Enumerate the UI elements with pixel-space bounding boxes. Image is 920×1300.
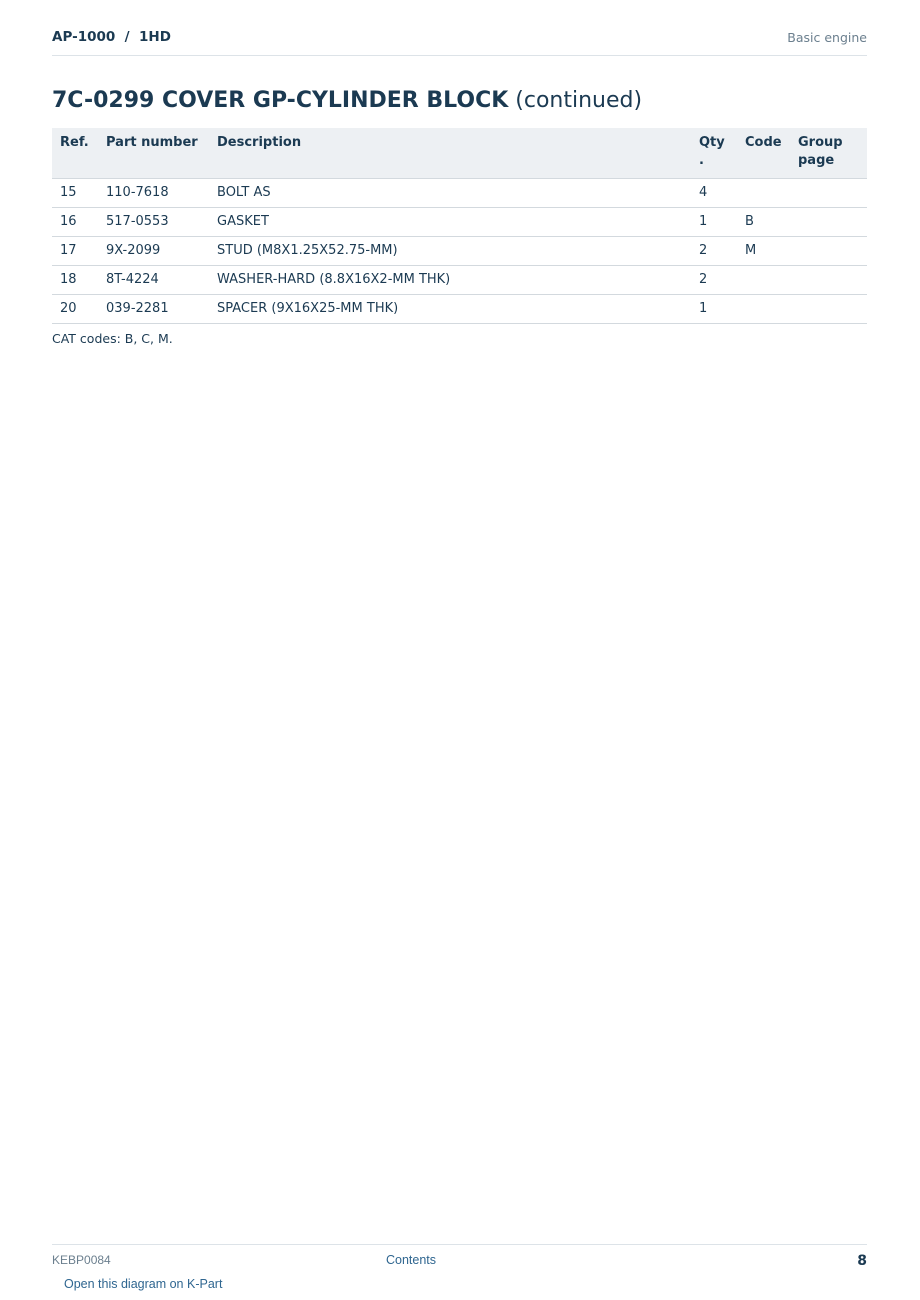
ref-cell: 20	[52, 295, 98, 324]
model-label: AP-1000 / 1HD	[52, 29, 171, 45]
column-header-description: Description	[209, 128, 691, 179]
parts-table-header	[52, 128, 867, 179]
qty-cell: 2	[691, 237, 737, 266]
description-cell: SPACER (9X16X25-MM THK)	[209, 295, 691, 324]
part-number-cell: 9X-2099	[98, 237, 209, 266]
group-page-cell	[790, 295, 867, 324]
code-cell: B	[737, 208, 790, 237]
document-id: KEBP0084	[52, 1253, 111, 1267]
section-label: Basic engine	[787, 30, 867, 45]
part-number-cell: 8T-4224	[98, 266, 209, 295]
description-cell: STUD (M8X1.25X52.75-MM)	[209, 237, 691, 266]
column-header-code: Code	[737, 128, 790, 179]
group-page-cell	[790, 208, 867, 237]
parts-table-body	[52, 179, 867, 324]
contents-link[interactable]: Contents	[386, 1253, 437, 1267]
column-header-qty: Qty .	[691, 128, 737, 179]
cat-codes-note: CAT codes: B, C, M.	[52, 331, 173, 346]
part-number-cell: 110-7618	[98, 179, 209, 208]
table-row	[52, 295, 867, 324]
continued-label: (continued)	[515, 88, 643, 113]
group-page-cell	[790, 179, 867, 208]
code-cell	[737, 266, 790, 295]
column-header-group-page: Group page	[790, 128, 867, 179]
parts-table	[52, 128, 867, 324]
page-footer	[52, 1244, 867, 1291]
part-number-cell: 039-2281	[98, 295, 209, 324]
page-header	[52, 28, 867, 56]
qty-cell: 2	[691, 266, 737, 295]
page-number: 8	[857, 1253, 867, 1269]
code-cell: M	[737, 237, 790, 266]
qty-cell: 1	[691, 295, 737, 324]
table-row	[52, 237, 867, 266]
ref-cell: 16	[52, 208, 98, 237]
open-diagram-link[interactable]: Open this diagram on K-Part	[64, 1277, 223, 1291]
qty-cell: 4	[691, 179, 737, 208]
part-number-cell: 517-0553	[98, 208, 209, 237]
ref-cell: 15	[52, 179, 98, 208]
description-cell: BOLT AS	[209, 179, 691, 208]
column-header-part-number: Part number	[98, 128, 209, 179]
table-row	[52, 266, 867, 295]
table-row	[52, 179, 867, 208]
page-title	[52, 88, 642, 113]
group-page-cell	[790, 237, 867, 266]
table-row	[52, 208, 867, 237]
assembly-title: 7C-0299 COVER GP-CYLINDER BLOCK	[52, 88, 509, 113]
description-cell: WASHER-HARD (8.8X16X2-MM THK)	[209, 266, 691, 295]
ref-cell: 18	[52, 266, 98, 295]
code-cell	[737, 179, 790, 208]
group-page-cell	[790, 266, 867, 295]
code-cell	[737, 295, 790, 324]
ref-cell: 17	[52, 237, 98, 266]
qty-cell: 1	[691, 208, 737, 237]
column-header-ref: Ref.	[52, 128, 98, 179]
description-cell: GASKET	[209, 208, 691, 237]
